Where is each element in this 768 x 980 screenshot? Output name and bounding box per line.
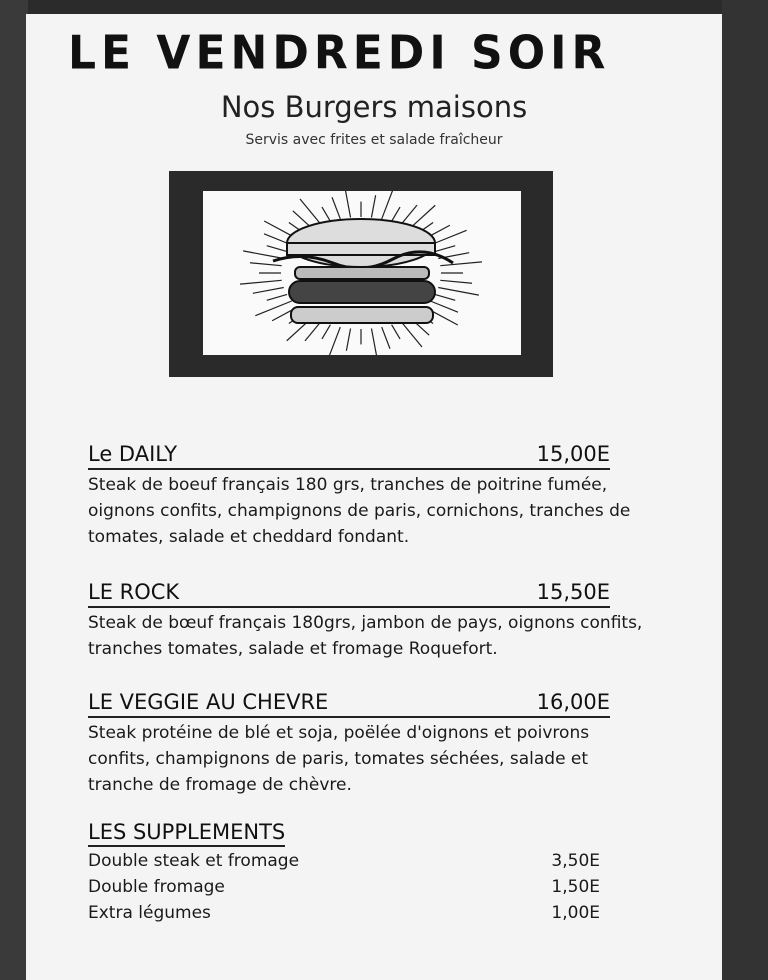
item-price: 15,50E (536, 580, 610, 604)
supplement-label: Extra légumes (88, 903, 211, 923)
burger-picture-frame (169, 171, 553, 377)
wall-right (722, 0, 768, 980)
supplement-row (88, 899, 608, 925)
item-name: LE VEGGIE AU CHEVRE (88, 690, 329, 714)
menu-sheet (26, 14, 722, 980)
menu-item (88, 438, 631, 550)
menu-tagline: Servis avec frites et salade fraîcheur (245, 132, 503, 148)
supplements-heading: LES SUPPLEMENTS (88, 820, 285, 847)
item-name: Le DAILY (88, 442, 178, 466)
supplement-label: Double fromage (88, 877, 225, 897)
menu-title: LE VENDREDI SOIR (68, 26, 611, 81)
menu-subtitle: Nos Burgers maisons (220, 90, 528, 124)
menu-item (88, 576, 643, 662)
supplement-label: Double steak et fromage (88, 851, 300, 871)
item-name: LE ROCK (88, 580, 180, 604)
supplement-price: 1,00E (551, 903, 600, 923)
burger-illustration-icon (203, 191, 521, 355)
supplement-price: 1,50E (551, 877, 600, 897)
supplement-price: 3,50E (551, 851, 600, 871)
item-price: 16,00E (536, 690, 610, 714)
item-price: 15,00E (536, 442, 610, 466)
supplement-row (88, 873, 608, 899)
supplements-section (88, 820, 608, 925)
supplement-row (88, 847, 608, 873)
item-description: Steak protéine de blé et soja, poëlée d'oignons et poivrons confits, champignons de paris, tomates séchées, salade et tranche de fromage de chèvre. (88, 723, 590, 795)
wall-left (0, 0, 28, 980)
item-description: Steak de boeuf français 180 grs, tranches de poitrine fumée, oignons confits, champignons de paris, cornichons, tranches de tomates, salade et cheddard fondant. (88, 475, 631, 547)
menu-item (88, 686, 610, 798)
item-description: Steak de bœuf français 180grs, jambon de pays, oignons confits, tranches tomates, salade et fromage Roquefort. (88, 613, 643, 659)
